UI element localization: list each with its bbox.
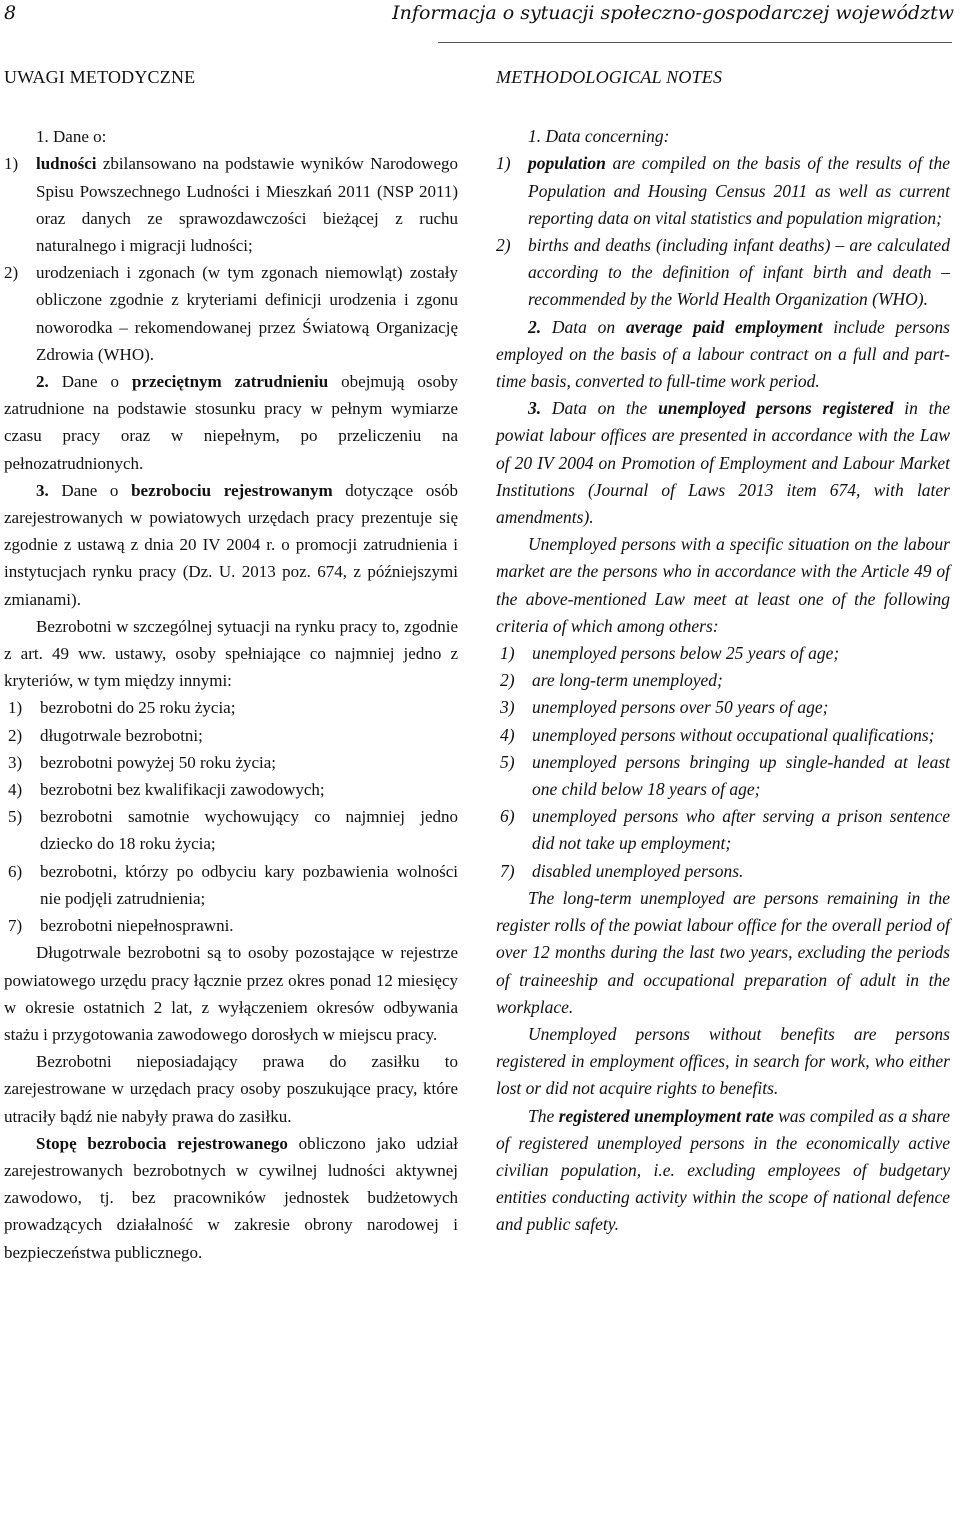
paragraph-body: obejmują osoby zatrudnione na podstawie stosunku pracy w pełnym wymiarze czasu pracy oraz w niepełnym, po przeliczeniu na pełnozatrudnionych. xyxy=(4,372,458,473)
item-population xyxy=(4,150,458,259)
paragraph-pre: Data on xyxy=(541,316,626,337)
list-text: disabled unemployed persons. xyxy=(532,860,744,881)
criteria-list xyxy=(4,694,458,939)
paragraph-1-lead: 1. Dane o: xyxy=(36,127,107,147)
paragraph-body: include persons employed on the basis of a labour contract on a full and part-time basis, converted to full-time work period. xyxy=(496,316,950,392)
item-text: births and deaths (including infant deaths) – are calculated according to the definition of infant birth and death – recommended by the World Health Organization (WHO). xyxy=(528,235,950,310)
list-text: bezrobotni bez kwalifikacji zawodowych; xyxy=(40,780,325,800)
list-text: unemployed persons below 25 years of age; xyxy=(532,643,840,664)
paragraph-long-term: The long-term unemployed are persons remaining in the register rolls of the powiat labour office for the overall period of over 12 months during the last two years, excluding the periods of traineeship and occupational preparation of adult in the workplace. xyxy=(496,887,950,1017)
paragraph-employment xyxy=(496,314,950,396)
item-births-deaths xyxy=(496,232,950,314)
paragraph-specific-situation: Unemployed persons with a specific situation on the labour market are the persons who in accordance with the Article 49 of the above-mentioned Law meet at least one of the following criteria of which among others: xyxy=(496,534,950,636)
list-text: unemployed persons without occupational qualifications; xyxy=(532,724,935,745)
list-text: unemployed persons who after serving a prison sentence did not take up employment; xyxy=(532,806,950,854)
list-number: 6) xyxy=(500,806,515,827)
criteria-list xyxy=(496,640,950,885)
list-number: 3) xyxy=(500,697,515,718)
list-number: 7) xyxy=(8,916,23,936)
list-item xyxy=(496,749,950,803)
left-column xyxy=(4,64,458,1266)
term-bold: population xyxy=(528,153,606,174)
list-item xyxy=(496,803,950,857)
paragraph-pre: Dane o xyxy=(48,372,133,392)
list-text: are long-term unemployed; xyxy=(532,670,723,691)
paragraph-pre: The xyxy=(528,1105,559,1126)
paragraph-number: 2. xyxy=(36,372,49,392)
paragraph-number: 2. xyxy=(528,316,542,337)
item-body: zbilansowano na podstawie wyników Narodowego Spisu Powszechnego Ludności i Mieszkań 2011 (NSP 2011) oraz danych ze sprawozdawczości bieżącej z ruchu naturalnego i migracji ludności; xyxy=(36,154,458,256)
paragraph-unemployment xyxy=(4,477,458,613)
paragraph-no-benefits: Bezrobotni nieposiadający prawa do zasiłku to zarejestrowane w urzędach pracy osoby poszukujące pracy, które utraciły bądź nie nabyły prawa do zasiłku. xyxy=(4,1052,458,1126)
paragraph-unemployment xyxy=(496,395,950,531)
paragraph-no-benefits: Unemployed persons without benefits are persons registered in employment offices, in search for work, who either lost or did not acquire rights to benefits. xyxy=(496,1023,950,1099)
term-bold: Stopę bezrobocia rejestrowanego xyxy=(36,1133,288,1153)
paragraph-long-term: Długotrwale bezrobotni są to osoby pozostające w rejestrze powiatowego urzędu pracy łącznie przez okres ponad 12 miesięcy w okresie ostatnich 2 lat, z wyłączeniem okresów odbywania stażu i przygotowania zawodowego dorosłych w miejscu pracy. xyxy=(4,943,458,1044)
list-number: 6) xyxy=(8,861,23,881)
item-births-deaths xyxy=(4,259,458,368)
term-bold: ludności xyxy=(36,154,97,174)
paragraph-body: was compiled as a share of registered unemployed persons in the economically active civilian population, i.e. excluding employees of budgetary entities conducting activity within the scope of national defence and public safety. xyxy=(496,1105,950,1235)
list-text: bezrobotni powyżej 50 roku życia; xyxy=(40,752,277,772)
list-item xyxy=(496,667,950,694)
list-number: 7) xyxy=(500,860,515,881)
section-title-pl: UWAGI METODYCZNE xyxy=(4,67,196,87)
section-title-en: METHODOLOGICAL NOTES xyxy=(496,67,723,87)
list-item xyxy=(496,694,950,721)
list-item xyxy=(496,722,950,749)
paragraph-body: obliczono jako udział zarejestrowanych bezrobotnych w cywilnej ludności aktywnej zawodowo, tj. bez pracowników jednostek budżetowych prowadzących działalność w zakresie obrony narodowej i bezpieczeństwa publicznego. xyxy=(4,1133,458,1262)
list-item xyxy=(496,858,950,885)
paragraph-rate xyxy=(496,1103,950,1239)
list-number: 2) xyxy=(500,670,515,691)
running-title: Informacja o sytuacji społeczno-gospodarczej województw xyxy=(392,2,954,24)
paragraph-body: in the powiat labour offices are presented in accordance with the Law of 20 IV 2004 on Promotion of Employment and Labour Market Institutions (Journal of Laws 2013 item 674, with later amendments). xyxy=(496,398,950,528)
list-text: unemployed persons bringing up single-handed at least one child below 18 years of age; xyxy=(532,751,950,800)
term-bold: registered unemployment rate xyxy=(558,1105,774,1126)
paragraph-pre: Data on the xyxy=(541,398,659,419)
term-bold: przeciętnym zatrudnieniu xyxy=(132,372,329,392)
header-rule xyxy=(438,42,952,43)
item-number: 1) xyxy=(496,153,511,174)
list-item xyxy=(4,776,458,803)
item-number: 1) xyxy=(4,154,19,174)
list-text: bezrobotni samotnie wychowujący co najmniej jedno dziecko do 18 roku życia; xyxy=(40,807,458,854)
paragraph-pre: Dane o xyxy=(48,480,132,500)
term-bold: unemployed persons registered xyxy=(658,398,894,419)
item-text xyxy=(528,150,950,232)
page-header xyxy=(0,0,960,46)
list-number: 1) xyxy=(8,698,23,718)
list-item xyxy=(4,803,458,857)
item-population xyxy=(496,150,950,232)
list-number: 3) xyxy=(8,752,23,772)
list-item xyxy=(496,640,950,667)
list-number: 2) xyxy=(8,725,23,745)
paragraph-employment xyxy=(4,368,458,477)
paragraph-body: dotyczące osób zarejestrowanych w powiatowych urzędach pracy prezentuje się zgodnie z ustawą z dnia 20 IV 2004 r. o promocji zatrudnienia i instytucjach rynku pracy (Dz. U. 2013 poz. 674, z późniejszymi zmianami). xyxy=(4,480,458,609)
list-item xyxy=(4,694,458,721)
list-text: bezrobotni do 25 roku życia; xyxy=(40,698,236,718)
list-item xyxy=(4,749,458,776)
list-text: długotrwale bezrobotni; xyxy=(40,725,203,745)
list-text: unemployed persons over 50 years of age; xyxy=(532,697,829,718)
list-number: 5) xyxy=(500,751,515,772)
term-bold: average paid employment xyxy=(625,316,823,337)
right-column xyxy=(496,64,950,1239)
item-body: are compiled on the basis of the results of the Population and Housing Census 2011 as well as current reporting data on vital statistics and population migration; xyxy=(528,153,950,228)
list-number: 4) xyxy=(500,724,515,745)
list-text: bezrobotni, którzy po odbyciu kary pozbawienia wolności nie podjęli zatrudnienia; xyxy=(40,861,458,908)
list-item xyxy=(4,912,458,939)
item-text xyxy=(36,150,458,259)
list-number: 5) xyxy=(8,807,23,827)
term-bold: bezrobociu rejestrowanym xyxy=(131,480,333,500)
page-number: 8 xyxy=(4,2,17,24)
list-item xyxy=(4,858,458,912)
item-number: 2) xyxy=(496,235,511,256)
list-text: bezrobotni niepełnosprawni. xyxy=(40,916,234,936)
paragraph-specific-situation: Bezrobotni w szczególnej sytuacji na rynku pracy to, zgodnie z art. 49 ww. ustawy, osoby spełniające co najmniej jedno z kryteriów, w tym między innymi: xyxy=(4,616,458,691)
paragraph-number: 3. xyxy=(36,480,49,500)
item-number: 2) xyxy=(4,263,19,283)
paragraph-rate xyxy=(4,1130,458,1266)
list-number: 1) xyxy=(500,643,515,664)
list-number: 4) xyxy=(8,780,23,800)
paragraph-number: 3. xyxy=(528,398,542,419)
item-text: urodzeniach i zgonach (w tym zgonach niemowląt) zostały obliczone zgodnie z kryteriami definicji urodzenia i zgonu noworodka – rekomendowanej przez Światową Organizację Zdrowia (WHO). xyxy=(36,263,458,364)
list-item xyxy=(4,722,458,749)
paragraph-1-lead: 1. Data concerning: xyxy=(528,126,670,147)
